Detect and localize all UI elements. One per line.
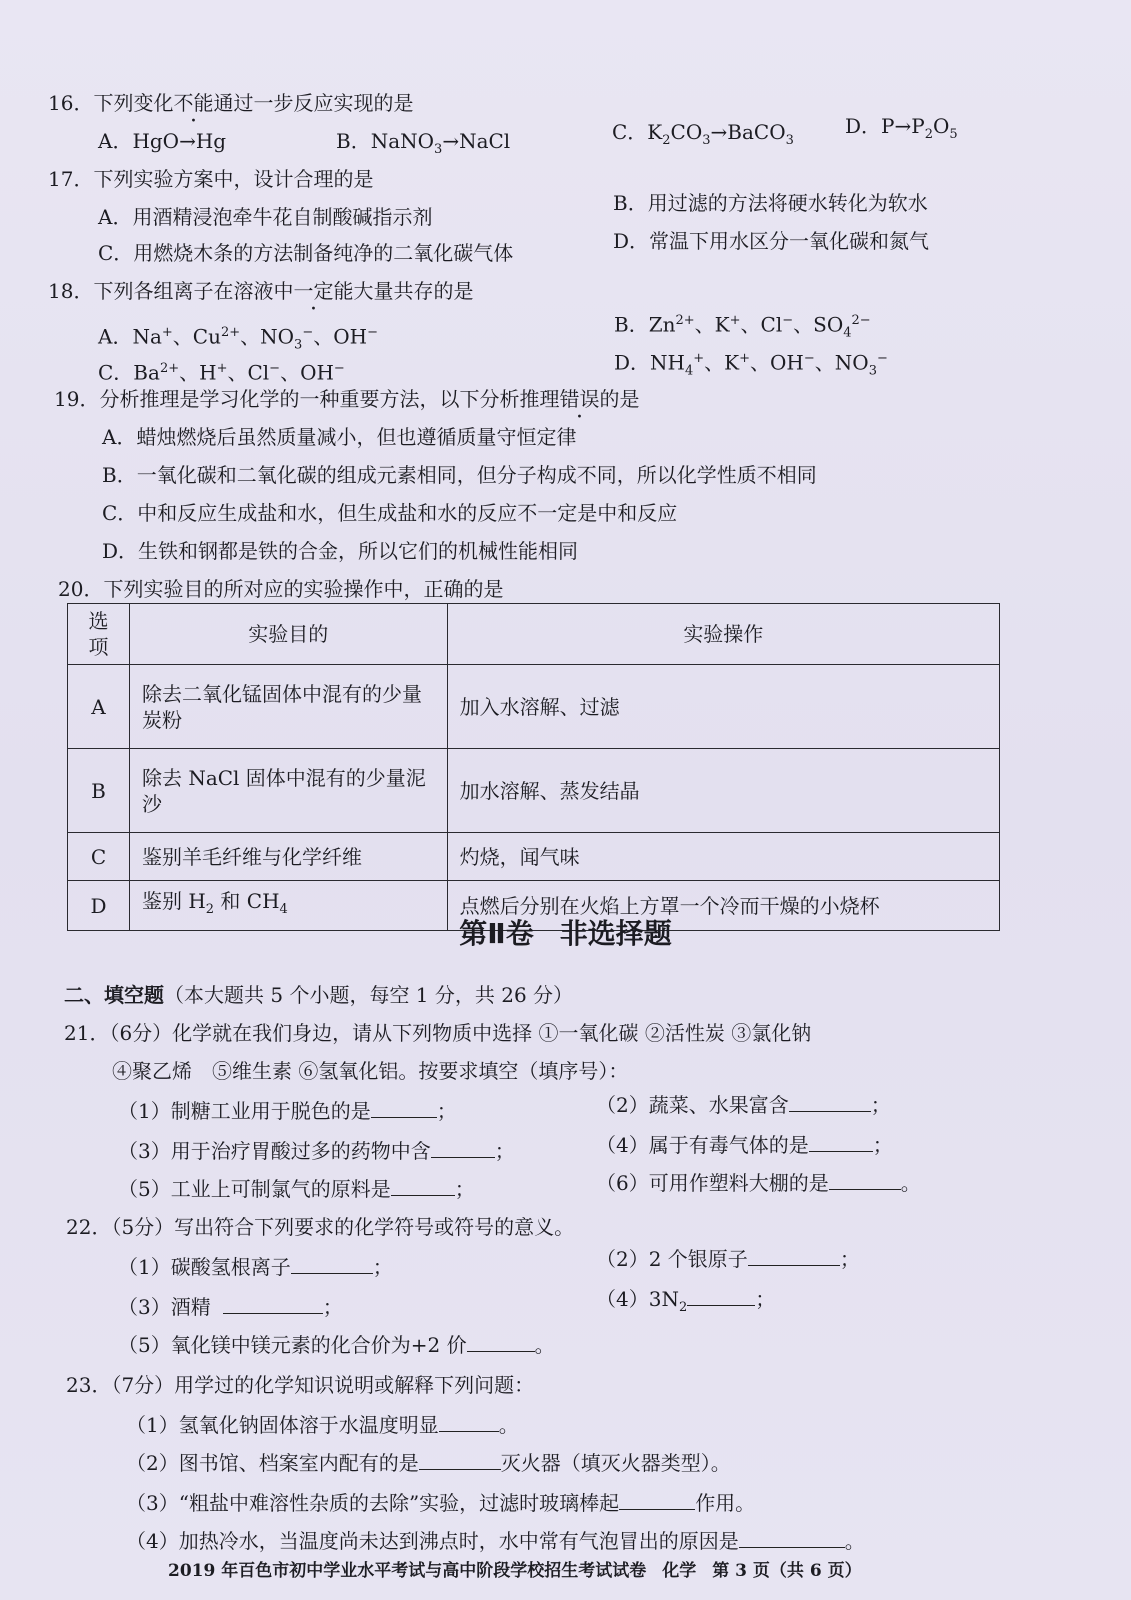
q22-stem: 22．（5分）写出符合下列要求的化学符号或符号的意义。 [66,1215,575,1239]
header-operation: 实验操作 [447,604,999,665]
q19-emphasis: 错误 [559,387,600,411]
q16-option-b: B．NaNO$_3$→NaCl [336,129,511,157]
q23-part-2: （2）图书馆、档案室内配有的是 灭火器（填灭火器类型）。 [126,1451,731,1475]
q19-option-c: C．中和反应生成盐和水，但生成盐和水的反应不一定是中和反应 [102,501,678,525]
q16-emphasis: 不能 [173,91,214,115]
row-operation: 加水溶解、蒸发结晶 [447,749,999,833]
q22-part-4: $(4)3N_2$ ； [596,1287,776,1315]
page-footer: 2019 年百色市初中学业水平考试与高中阶段学校招生考试试卷 化学 第 3 页（共 6 页） [168,1561,862,1581]
q20-table [67,603,1000,931]
row-goal: 鉴别羊毛纤维与化学纤维 [129,833,447,881]
q16-stem: 16．下列变化不能通过一步反应实现的是 [48,91,414,115]
row-operation: 加入水溶解、过滤 [447,665,999,749]
q22-part-2: （2）2 个银原子 ； [596,1247,860,1271]
table-header-row [68,604,1000,665]
q19-stem: 19．分析推理是学习化学的一种重要方法，以下分析推理错误的是 [54,387,640,411]
row-option: D [68,881,130,931]
q22-part-1: （1）碳酸氢根离子 ； [118,1255,393,1279]
q17-stem: 17．下列实验方案中，设计合理的是 [48,167,374,191]
q16-option-c: C．$K_2CO_3\to BaCO_3$ [612,120,794,148]
part2-heading: 二、填空题（本大题共 5 个小题，每空 1 分，共 26 分） [64,983,574,1007]
header-option: 选项 [68,604,130,665]
section-title: 第Ⅱ卷 非选择题 [459,917,672,950]
q23-part-4: （4）加热冷水，当温度尚未达到沸点时，水中常有气泡冒出的原因是 。 [126,1529,865,1553]
table-row [68,749,1000,833]
q21-part-2: （2）蔬菜、水果富含 ； [596,1093,891,1117]
row-operation: 点燃后分别在火焰上方罩一个冷而干燥的小烧杯 [447,881,999,931]
row-goal: 除去二氧化锰固体中混有的少量炭粉 [129,665,447,749]
q21-stem-line2: ④聚乙烯 ⑤维生素 ⑥氢氧化铝。按要求填空（填序号）： [112,1059,629,1083]
q23-stem: 23．（7分）用学过的化学知识说明或解释下列问题： [66,1373,535,1397]
q20-stem: 20．下列实验目的所对应的实验操作中，正确的是 [58,577,504,601]
q18-option-a: A．Na+、$Cu^{2+}$、$NO_3^-$、OH− [98,324,378,353]
q16-option-d: D．$P\to P_2O_5$ [845,114,958,142]
q21-part-4: （4）属于有毒气体的是 ； [596,1133,893,1157]
q19-option-d: D．生铁和钢都是铁的合金，所以它们的机械性能相同 [102,539,579,563]
header-goal: 实验目的 [129,604,447,665]
row-option: A [68,665,130,749]
q21-stem-line1: 21．（6分）化学就在我们身边，请从下列物质中选择 ①一氧化碳 ②活性炭 ③氯化钠 [64,1021,812,1045]
q19-option-b: B．一氧化碳和二氧化碳的组成元素相同，但分子构成不同，所以化学性质不相同 [102,463,817,487]
q18-option-b: B．$Zn^{2+}$、K+、Cl−、$SO_4^{2-}$ [614,312,871,341]
q17-option-c: C．用燃烧木条的方法制备纯净的二氧化碳气体 [98,241,514,265]
q18-option-d: D．$NH_4^+$、K+、OH−、$NO_3^-$ [614,350,888,379]
q19-option-a: A．蜡烛燃烧后虽然质量减小，但也遵循质量守恒定律 [102,425,577,449]
row-goal: 鉴别 $H_2$ 和 $CH_4$ [129,881,447,931]
table-row [68,833,1000,881]
q21-part-6: （6）可用作塑料大棚的是 。 [596,1171,921,1195]
q17-option-d: D．常温下用水区分一氧化碳和氮气 [613,229,930,253]
q23-part-3: （3）“粗盐中难溶性杂质的去除”实验，过滤时玻璃棒起 作用。 [126,1491,756,1515]
q22-part-3: （3）酒精 ； [118,1295,343,1319]
row-operation: 灼烧，闻气味 [447,833,999,881]
q18-option-c: C．$Ba^{2+}$、H+、Cl−、OH− [98,360,345,385]
q23-part-1: （1）氢氧化钠固体溶于水温度明显 。 [126,1413,519,1437]
q17-option-b: B．用过滤的方法将硬水转化为软水 [613,191,928,215]
q21-part-5: （5）工业上可制氯气的原料是 ； [118,1177,475,1201]
q22-part-5: （5）氧化镁中镁元素的化合价为+2 价 。 [118,1333,555,1357]
q21-part-1: （1）制糖工业用于脱色的是 ； [118,1099,457,1123]
row-option: B [68,749,130,833]
q17-option-a: A．用酒精浸泡牵牛花自制酸碱指示剂 [98,205,433,229]
row-option: C [68,833,130,881]
q21-part-3: （3）用于治疗胃酸过多的药物中含 ； [118,1139,515,1163]
table-row [68,665,1000,749]
row-goal: 除去 NaCl 固体中混有的少量泥沙 [129,749,447,833]
q18-emphasis: 一定 [293,279,334,303]
q18-stem: 18．下列各组离子在溶液中一定能大量共存的是 [48,279,474,303]
q16-option-a: A．HgO→Hg [98,129,227,153]
